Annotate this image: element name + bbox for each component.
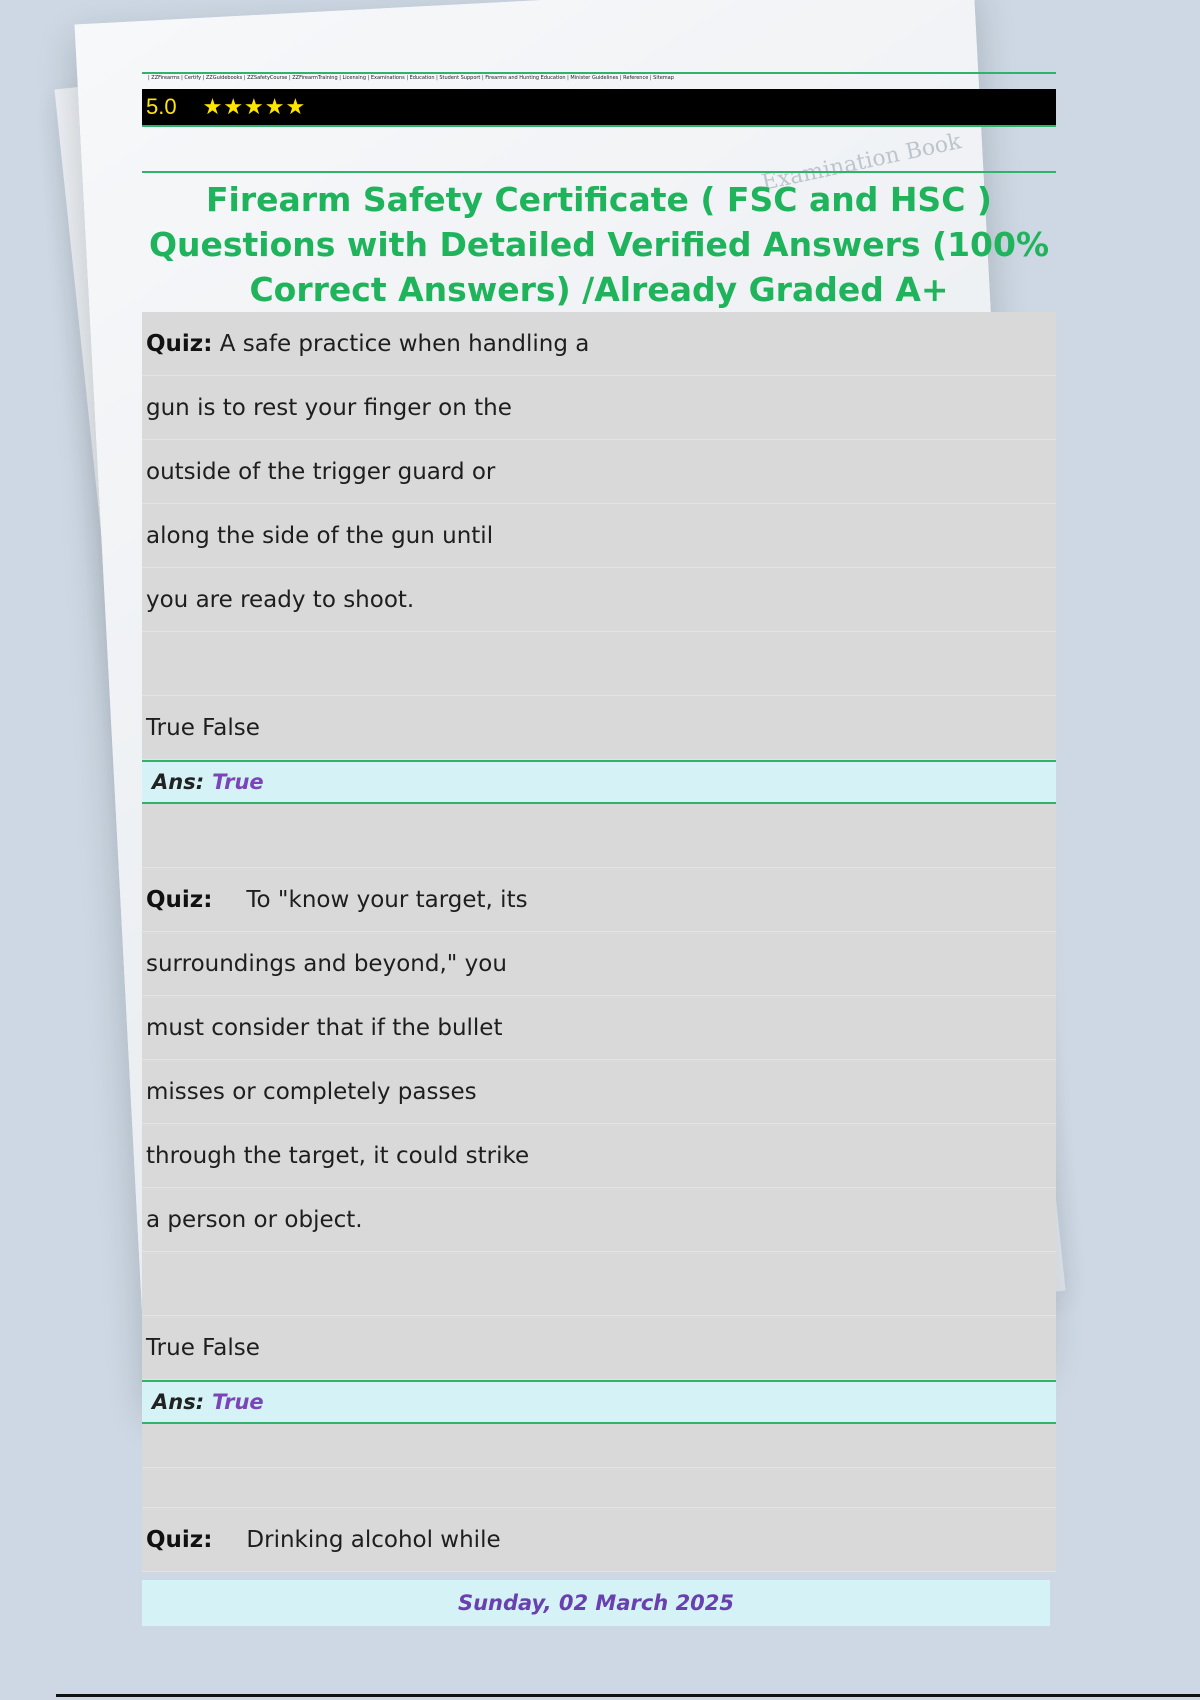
star-rating-icon: ★★★★★ (202, 94, 307, 120)
answer-bar (142, 760, 1056, 804)
options-text: True False (146, 1334, 260, 1361)
answer-label: Ans: (152, 770, 205, 794)
answer-value: True (212, 1390, 264, 1414)
document-sheet (142, 72, 1056, 1626)
question-block (142, 1424, 1056, 1572)
question-line (142, 1468, 1056, 1508)
breadcrumb[interactable]: | ZZFirearms | Certify | ZZGuidebooks | ZZSafetyCourse | ZZFirearmTraining | Licensing | Examinations | Education | Student Support | Firearms and Hunting Education | Minister Guidelines | Reference | Sitemap (148, 75, 674, 81)
question-line (142, 1252, 1056, 1316)
question-text: Drinking alcohol while (246, 1526, 501, 1553)
question-line (142, 376, 1056, 440)
question-line (142, 1508, 1056, 1572)
answer-label: Ans: (152, 1390, 205, 1414)
bottom-rule (56, 1694, 1200, 1697)
question-options (142, 696, 1056, 760)
question-line (142, 1060, 1056, 1124)
rating-score: 5.0 (146, 94, 177, 119)
question-line (142, 804, 1056, 868)
question-text: outside of the trigger guard or (146, 458, 496, 485)
question-text: you are ready to shoot. (146, 586, 415, 613)
question-line (142, 312, 1056, 376)
question-options (142, 1316, 1056, 1380)
question-text: gun is to rest your finger on the (146, 394, 512, 421)
answer-bar (142, 1380, 1056, 1424)
quiz-label: Quiz: (146, 886, 213, 913)
question-line (142, 1424, 1056, 1468)
question-text: through the target, it could strike (146, 1142, 530, 1169)
question-line (142, 504, 1056, 568)
question-line (142, 632, 1056, 696)
question-text: misses or completely passes (146, 1078, 477, 1105)
footer-date: Sunday, 02 March 2025 (142, 1580, 1050, 1626)
options-text: True False (146, 714, 260, 741)
question-line (142, 1124, 1056, 1188)
question-text: along the side of the gun until (146, 522, 494, 549)
question-text: must consider that if the bullet (146, 1014, 503, 1041)
question-line (142, 440, 1056, 504)
question-line (142, 1188, 1056, 1252)
answer-value: True (212, 770, 264, 794)
quiz-label: Quiz: (146, 330, 213, 357)
question-text: A safe practice when handling a (219, 330, 590, 357)
watermark-text: Examination Book (759, 129, 964, 196)
question-text: a person or object. (146, 1206, 363, 1233)
quiz-label: Quiz: (146, 1526, 213, 1553)
question-line (142, 568, 1056, 632)
question-line (142, 996, 1056, 1060)
question-text: To "know your target, its (246, 886, 528, 913)
question-line (142, 868, 1056, 932)
question-block (142, 804, 1056, 1380)
rating-bar (142, 89, 1056, 127)
question-block (142, 312, 1056, 760)
question-text: surroundings and beyond," you (146, 950, 507, 977)
document-title: Firearm Safety Certificate ( FSC and HSC ) Questions with Detailed Verified Answers (100% Correct Answers) /Already Graded A+ (148, 180, 1050, 309)
question-line (142, 932, 1056, 996)
